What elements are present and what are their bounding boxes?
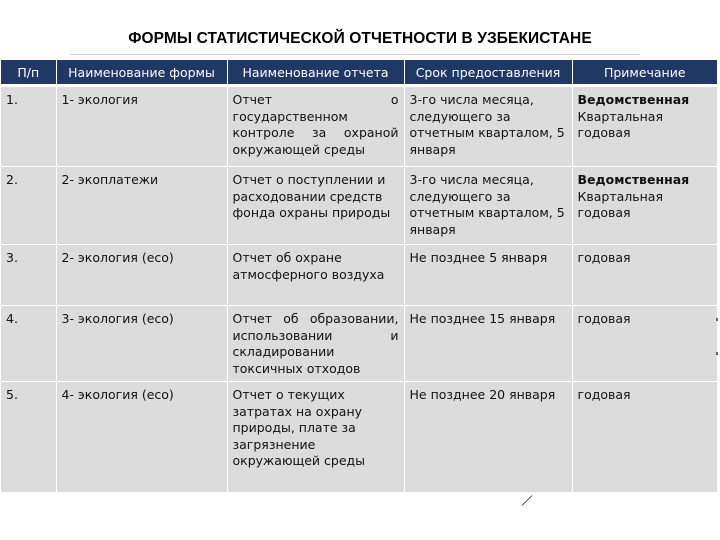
- note-period: годовая: [577, 311, 631, 326]
- table-row: [1, 306, 717, 382]
- note-period: годовая: [577, 250, 631, 265]
- note-period: Квартальная годовая: [577, 108, 663, 140]
- decorative-stroke: [522, 495, 533, 506]
- cell-form-name: 2- экология (eco): [56, 245, 227, 306]
- header-number: П/п: [1, 60, 56, 86]
- table-row: [1, 382, 717, 493]
- header-note: Примечание: [572, 60, 717, 86]
- cell-note: [572, 86, 717, 167]
- note-department: Ведомственная: [577, 92, 690, 107]
- cell-number: 2.: [1, 167, 56, 245]
- note-department: Ведомственная: [577, 172, 690, 187]
- header-report-name: Наименование отчета: [227, 60, 404, 86]
- cell-report-name: Отчет о текущих затратах на охрану природы, плате за загрязнение окружающей среды: [227, 382, 404, 493]
- statistics-table: [1, 60, 717, 493]
- note-period: Квартальная годовая: [577, 188, 663, 220]
- cell-report-name: Отчет об образовании, использовании и складировании токсичных отходов: [227, 306, 404, 382]
- header-deadline: Срок предоставления: [404, 60, 572, 86]
- cell-number: 5.: [1, 382, 56, 493]
- cell-deadline: 3-го числа месяца, следующего за отчетным кварталом, 5 января: [404, 86, 572, 167]
- cell-form-name: 3- экология (eco): [56, 306, 227, 382]
- table-row: [1, 245, 717, 306]
- cell-report-name: Отчет о поступлении и расходовании средств фонда охраны природы: [227, 167, 404, 245]
- cell-deadline: Не позднее 15 января: [404, 306, 572, 382]
- cell-deadline: 3-го числа месяца, следующего за отчетным кварталом, 5 января: [404, 167, 572, 245]
- cell-number: 4.: [1, 306, 56, 382]
- cell-number: 1.: [1, 86, 56, 167]
- cell-form-name: 2- экоплатежи: [56, 167, 227, 245]
- note-period: годовая: [577, 387, 631, 402]
- table-row: [1, 167, 717, 245]
- cell-number: 3.: [1, 245, 56, 306]
- cell-note: [572, 382, 717, 493]
- edge-tick-mark: [716, 352, 718, 355]
- cell-deadline: Не позднее 20 января: [404, 382, 572, 493]
- cell-report-name: Отчет об охране атмосферного воздуха: [227, 245, 404, 306]
- table-row: [1, 86, 717, 167]
- cell-report-name: Отчет о государственном контроле за охраной окружающей среды: [227, 86, 404, 167]
- cell-form-name: 4- экология (eco): [56, 382, 227, 493]
- header-form-name: Наименование формы: [56, 60, 227, 86]
- cell-form-name: 1- экология: [56, 86, 227, 167]
- page-title: ФОРМЫ СТАТИСТИЧЕСКОЙ ОТЧЕТНОСТИ В УЗБЕКИСТАНЕ: [128, 30, 592, 47]
- cell-note: [572, 167, 717, 245]
- cell-note: [572, 245, 717, 306]
- title-underline: [70, 54, 640, 55]
- table-header-row: [1, 60, 717, 86]
- cell-deadline: Не позднее 5 января: [404, 245, 572, 306]
- edge-tick-mark: [716, 318, 718, 321]
- cell-note: [572, 306, 717, 382]
